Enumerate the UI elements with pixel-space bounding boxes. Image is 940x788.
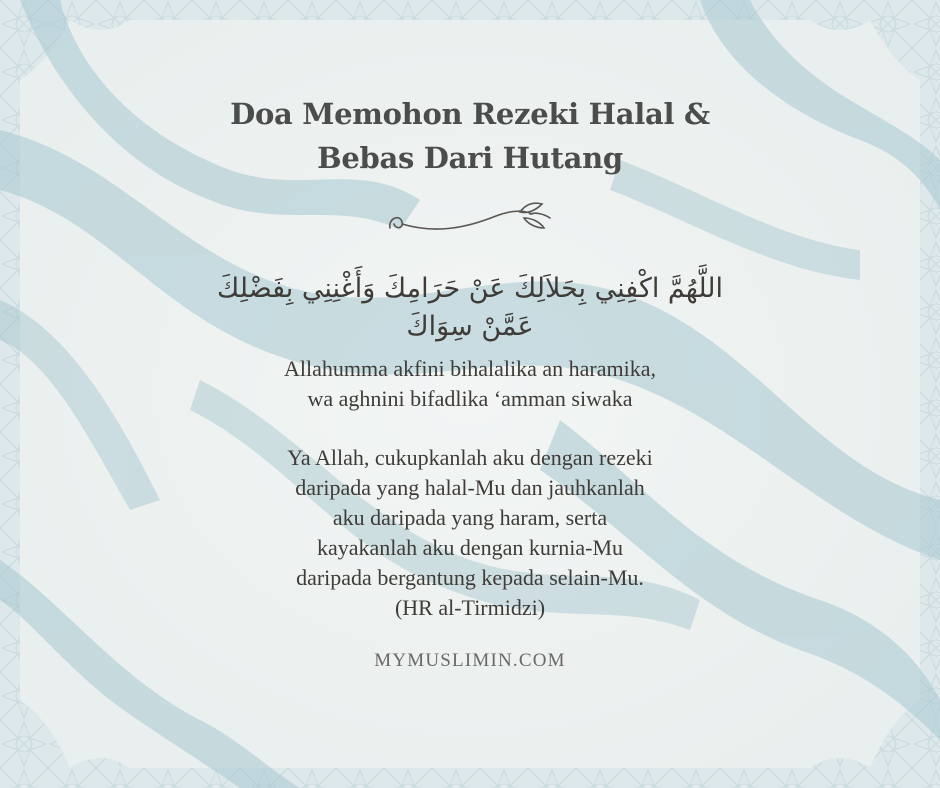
- translation-line: aku daripada yang haram, serta: [332, 505, 608, 530]
- source-citation: (HR al-Tirmidzi): [394, 595, 546, 620]
- arabic-prayer: [150, 270, 790, 346]
- transliteration-line: wa aghnini bifadlika ‘amman siwaka: [307, 386, 633, 411]
- translation-line: daripada bergantung kepada selain-Mu.: [296, 565, 644, 590]
- transliteration-line: Allahumma akfini bihalalika an haramika,: [283, 356, 657, 381]
- translation-line: daripada yang halal-Mu dan jauhkanlah: [295, 475, 645, 500]
- arabic-line-1: اللَّهُمَّ اكْفِنِي بِحَلاَلِكَ عَنْ حَرَامِكَ وَأَغْنِنِي بِفَضْلِكَ: [217, 273, 723, 304]
- translation-line: Ya Allah, cukupkanlah aku dengan rezeki: [287, 445, 653, 470]
- website-credit: MYMUSLIMIN.COM: [374, 650, 566, 671]
- title-line-1: Doa Memohon Rezeki Halal &: [230, 97, 710, 131]
- translation: [0, 443, 940, 623]
- title-line-2: Bebas Dari Hutang: [317, 141, 623, 175]
- transliteration: [0, 354, 940, 414]
- arabic-line-2: عَمَّنْ سِوَاكَ: [406, 311, 534, 342]
- leaf-swirl-divider-icon: [386, 198, 554, 238]
- translation-line: kayakanlah aku dengan kurnia-Mu: [316, 535, 624, 560]
- page-title: [0, 92, 940, 180]
